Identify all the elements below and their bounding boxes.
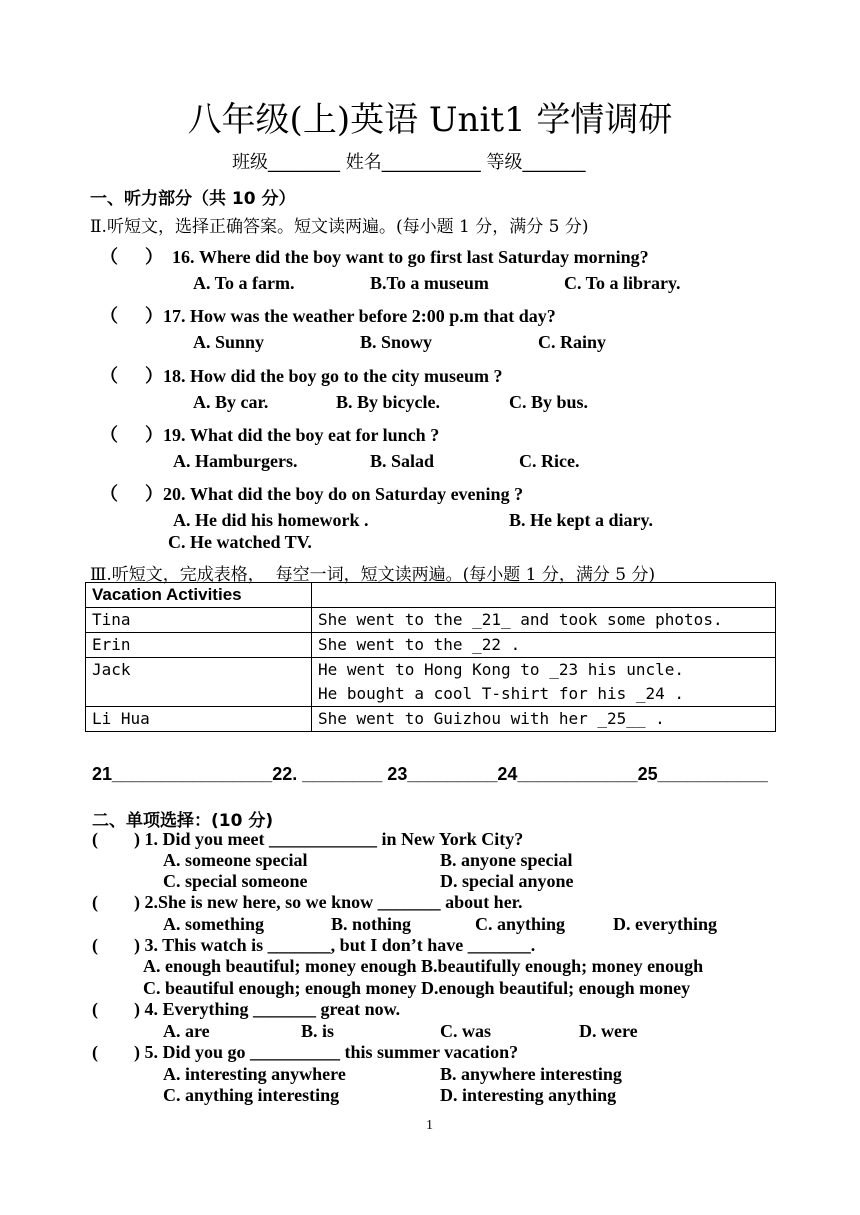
mc-question-5-option-c: C. anything interesting: [163, 1085, 340, 1105]
question-16-option-c: C. To a library.: [564, 273, 681, 293]
question-16-option-b: B.To a museum: [370, 273, 489, 293]
question-18-option-b: B. By bicycle.: [336, 392, 440, 412]
answer-blanks-line: 21________________22. ________ 23_________24____________25___________: [92, 764, 768, 784]
row-activity-erin: She went to the _22 .: [312, 633, 776, 658]
mc-question-5-stem: ( ) 5. Did you go __________ this summer vacation?: [92, 1042, 519, 1062]
mc-question-3-options-ab: A. enough beautiful; money enough B.beautifully enough; money enough: [143, 956, 704, 976]
table-header-cell: Vacation Activities: [86, 583, 312, 608]
mc-question-1-option-c: C. special someone: [163, 871, 308, 891]
section3-instruction: Ⅲ.听短文，完成表格， 每空一词，短文读两遍。(每小题 1 分，满分 5 分): [90, 565, 656, 585]
mc-question-5-option-d: D. interesting anything: [440, 1085, 617, 1105]
mc-question-3-options-cd: C. beautiful enough; enough money D.enough beautiful; enough money: [143, 978, 691, 998]
table-header-empty-cell: [312, 583, 776, 608]
row-name-tina: Tina: [86, 608, 312, 633]
table-row: [86, 633, 776, 658]
row-name-erin: Erin: [86, 633, 312, 658]
multiple-choice-heading: 二、单项选择：(10 分): [92, 811, 274, 831]
mc-question-2-stem: ( ) 2.She is new here, so we know _______ about her.: [92, 892, 523, 912]
table-row: [86, 658, 776, 707]
question-17-option-a: A. Sunny: [193, 332, 265, 352]
mc-question-1-option-b: B. anyone special: [440, 850, 573, 870]
mc-question-1-stem: ( ) 1. Did you meet ____________ in New York City?: [92, 829, 524, 849]
mc-question-2-option-c: C. anything: [475, 914, 566, 934]
table-row: [86, 608, 776, 633]
student-info-line: 班级________ 姓名___________ 等级_______: [232, 152, 586, 173]
mc-question-2-option-d: D. everything: [613, 914, 717, 934]
question-17-option-b: B. Snowy: [360, 332, 433, 352]
question-19-option-b: B. Salad: [370, 451, 435, 471]
mc-question-2-option-a: A. something: [163, 914, 265, 934]
table-header-row: [86, 583, 776, 608]
question-18-option-a: A. By car.: [193, 392, 269, 412]
mc-question-5-option-a: A. interesting anywhere: [163, 1064, 346, 1084]
page-title: 八年级(上)英语 Unit1 学情调研: [187, 100, 673, 140]
question-20-option-a: A. He did his homework .: [173, 510, 369, 530]
mc-question-3-stem: ( ) 3. This watch is _______, but I don’t have _______.: [92, 935, 536, 955]
table-row: [86, 707, 776, 732]
mc-question-4-option-c: C. was: [440, 1021, 492, 1041]
question-19-option-a: A. Hamburgers.: [173, 451, 298, 471]
page-number: 1: [426, 1118, 433, 1133]
mc-question-1-option-d: D. special anyone: [440, 871, 574, 891]
question-18-stem: （ ）18. How did the boy go to the city museum ?: [100, 366, 503, 386]
row-activity-jack-line-2: He bought a cool T-shirt for his _24 .: [318, 684, 685, 703]
mc-question-4-option-b: B. is: [301, 1021, 335, 1041]
row-activity-jack: [312, 658, 776, 707]
listening-part-heading: 一、听力部分（共 10 分）: [90, 189, 296, 209]
mc-question-4-option-a: A. are: [163, 1021, 210, 1041]
question-20-stem: （ ）20. What did the boy do on Saturday evening ?: [100, 484, 524, 504]
question-18-option-c: C. By bus.: [509, 392, 589, 412]
mc-question-1-option-a: A. someone special: [163, 850, 308, 870]
question-16-stem: （ ） 16. Where did the boy want to go first last Saturday morning?: [100, 247, 649, 267]
row-activity-tina: She went to the _21_ and took some photos.: [312, 608, 776, 633]
mc-question-2-option-b: B. nothing: [331, 914, 412, 934]
row-name-jack: Jack: [86, 658, 312, 707]
row-activity-jack-line-1: He went to Hong Kong to _23 his uncle.: [318, 660, 685, 679]
mc-question-4-option-d: D. were: [579, 1021, 638, 1041]
mc-question-4-stem: ( ) 4. Everything _______ great now.: [92, 999, 401, 1019]
question-20-option-c: C. He watched TV.: [168, 532, 312, 552]
row-name-li-hua: Li Hua: [86, 707, 312, 732]
question-17-option-c: C. Rainy: [538, 332, 607, 352]
question-19-stem: （ ）19. What did the boy eat for lunch ?: [100, 425, 440, 445]
question-16-option-a: A. To a farm.: [193, 273, 295, 293]
vacation-activities-table: [85, 582, 776, 732]
question-19-option-c: C. Rice.: [519, 451, 580, 471]
mc-question-5-option-b: B. anywhere interesting: [440, 1064, 622, 1084]
question-17-stem: （ ）17. How was the weather before 2:00 p.m that day?: [100, 306, 556, 326]
row-activity-li-hua: She went to Guizhou with her _25__ .: [312, 707, 776, 732]
question-20-option-b: B. He kept a diary.: [509, 510, 654, 530]
section2-instruction: Ⅱ.听短文，选择正确答案。短文读两遍。(每小题 1 分，满分 5 分): [90, 217, 589, 237]
